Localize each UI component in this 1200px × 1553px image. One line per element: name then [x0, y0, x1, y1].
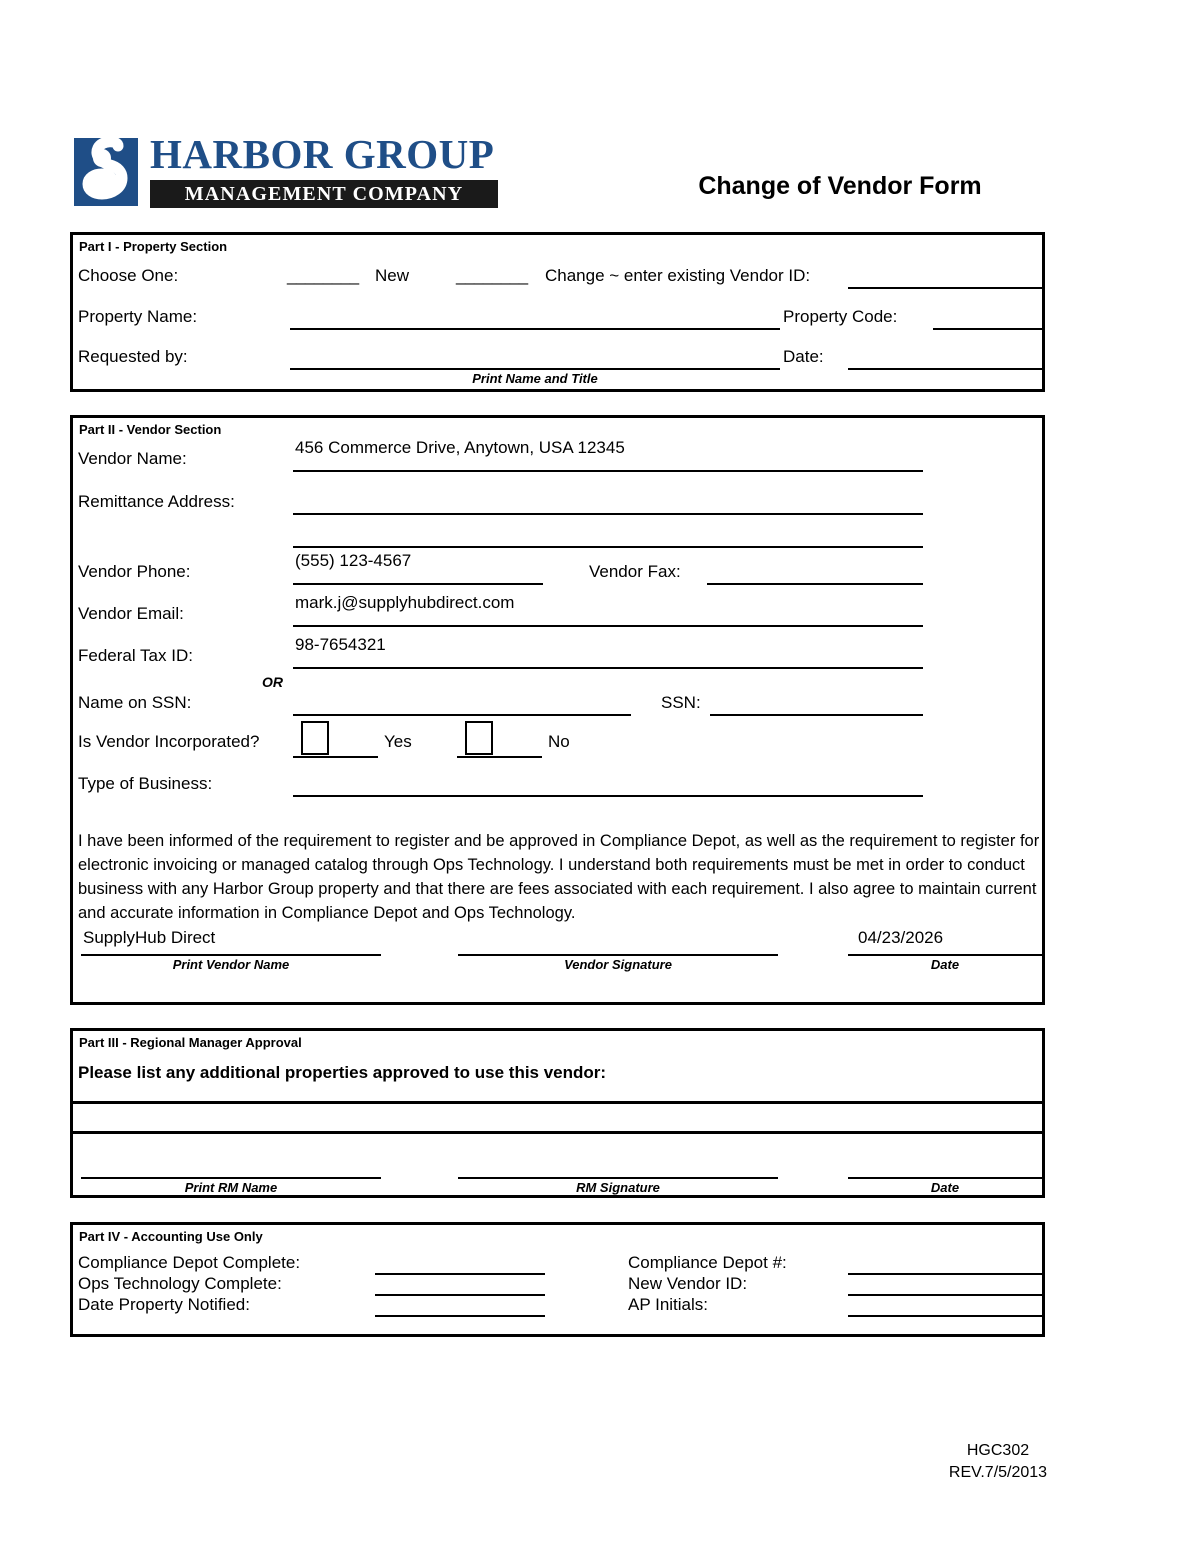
brand-name-secondary-bar — [150, 180, 498, 208]
remittance-address-line2-rule[interactable] — [293, 546, 923, 548]
rm-signature-caption: RM Signature — [576, 1180, 660, 1195]
ap-initials-label: AP Initials: — [628, 1295, 709, 1314]
print-rm-name-rule[interactable] — [81, 1177, 381, 1179]
print-rm-name-caption: Print RM Name — [184, 1180, 278, 1195]
requested-by-caption: Print Name and Title — [472, 371, 598, 386]
new-vendor-id-rule[interactable] — [848, 1294, 1042, 1296]
brand-name-secondary: MANAGEMENT COMPANY — [184, 183, 464, 205]
change-blank[interactable]: ________ — [456, 266, 528, 285]
part-2-vendor-section — [70, 415, 1045, 1005]
federal-tax-id-value[interactable]: 98-7654321 — [295, 635, 386, 654]
vendor-name-rule[interactable] — [293, 470, 923, 472]
part-4-accounting-use-only — [70, 1222, 1045, 1337]
form-header — [70, 128, 1060, 218]
name-on-ssn-label: Name on SSN: — [78, 693, 192, 712]
choose-one-label: Choose One: — [78, 266, 179, 285]
vendor-email-label: Vendor Email: — [78, 604, 184, 623]
property-code-label: Property Code: — [783, 307, 898, 326]
rm-date-rule[interactable] — [848, 1177, 1042, 1179]
part-2-heading: Part II - Vendor Section — [79, 422, 222, 437]
part-3-regional-manager-approval — [70, 1028, 1045, 1198]
no-checkbox[interactable] — [465, 721, 493, 755]
part-3-prompt: Please list any additional properties approved to use this vendor: — [78, 1063, 607, 1082]
form-footer — [900, 1440, 1096, 1484]
vendor-signature-rule[interactable] — [458, 954, 778, 956]
approved-property-divider-2 — [73, 1131, 1042, 1134]
print-vendor-name-value[interactable]: SupplyHub Direct — [83, 928, 216, 947]
new-label: New — [375, 266, 410, 285]
print-vendor-name-caption: Print Vendor Name — [172, 957, 290, 972]
federal-tax-id-rule[interactable] — [293, 667, 923, 669]
vendor-name-label: Vendor Name: — [78, 449, 187, 468]
no-checkbox-rule — [457, 756, 542, 758]
or-label: OR — [262, 674, 283, 690]
yes-checkbox[interactable] — [301, 721, 329, 755]
new-vendor-id-label: New Vendor ID: — [628, 1274, 748, 1293]
vendor-email-value[interactable]: mark.j@supplyhubdirect.com — [295, 593, 515, 612]
compliance-depot-complete-rule[interactable] — [375, 1273, 545, 1275]
requested-by-label: Requested by: — [78, 347, 188, 366]
ops-technology-complete-label: Ops Technology Complete: — [78, 1274, 282, 1293]
property-name-label: Property Name: — [78, 307, 198, 326]
part-4-heading: Part IV - Accounting Use Only — [79, 1229, 263, 1244]
acknowledgement-text: I have been informed of the requirement to register and be approved in Compliance Depot, as well as the requirement to register for electronic invoicing or managed catalog through Ops Technology. I understand both requirements must be met in order to conduct business with any Harbor Group property and that there are fees associated with each requirement. I also agree to maintain current and accurate information in Compliance Depot and Ops Technology. — [78, 832, 1040, 922]
change-label: Change ~ enter existing Vendor ID: — [545, 266, 811, 285]
form-revision: REV.7/5/2013 — [948, 1464, 1048, 1481]
property-name-rule[interactable] — [290, 328, 780, 330]
approved-property-divider-1 — [73, 1101, 1042, 1104]
ssn-label: SSN: — [661, 693, 701, 712]
page-title: Change of Vendor Form — [698, 172, 982, 200]
type-of-business-rule[interactable] — [293, 795, 923, 797]
is-vendor-incorporated-label: Is Vendor Incorporated? — [78, 732, 260, 751]
compliance-depot-number-label: Compliance Depot #: — [628, 1253, 787, 1272]
federal-tax-id-label: Federal Tax ID: — [78, 646, 193, 665]
ap-initials-rule[interactable] — [848, 1315, 1042, 1317]
ssn-rule[interactable] — [710, 714, 923, 716]
rm-date-caption: Date — [930, 1180, 960, 1195]
rm-signature-rule[interactable] — [458, 1177, 778, 1179]
type-of-business-label: Type of Business: — [78, 774, 213, 793]
harbor-group-logo — [70, 128, 510, 214]
new-blank[interactable]: ________ — [287, 266, 359, 285]
existing-vendor-id-rule[interactable] — [848, 287, 1042, 289]
vendor-email-rule[interactable] — [293, 625, 923, 627]
property-code-rule[interactable] — [933, 328, 1042, 330]
brand-name-primary: HARBOR GROUP — [150, 131, 495, 177]
vendor-signature-caption: Vendor Signature — [564, 957, 672, 972]
compliance-depot-number-rule[interactable] — [848, 1273, 1042, 1275]
ops-technology-complete-rule[interactable] — [375, 1294, 545, 1296]
remittance-address-label: Remittance Address: — [78, 492, 235, 511]
vendor-fax-label: Vendor Fax: — [589, 562, 681, 581]
requested-date-label: Date: — [783, 347, 824, 366]
no-label: No — [548, 732, 570, 751]
vendor-phone-value[interactable]: (555) 123-4567 — [295, 551, 412, 570]
part-3-heading: Part III - Regional Manager Approval — [79, 1035, 302, 1050]
vendor-name-value[interactable]: 456 Commerce Drive, Anytown, USA 12345 — [295, 438, 625, 457]
requested-date-rule[interactable] — [848, 368, 1042, 370]
vendor-date-caption: Date — [930, 957, 960, 972]
yes-label: Yes — [384, 732, 412, 751]
vendor-fax-rule[interactable] — [707, 583, 923, 585]
remittance-address-line1-rule[interactable] — [293, 513, 923, 515]
vendor-date-rule[interactable] — [848, 954, 1042, 956]
vendor-date-value[interactable]: 04/23/2026 — [858, 928, 944, 947]
requested-by-rule[interactable] — [290, 368, 780, 370]
compliance-depot-complete-label: Compliance Depot Complete: — [78, 1253, 301, 1272]
form-code: HGC302 — [966, 1442, 1030, 1459]
date-property-notified-rule[interactable] — [375, 1315, 545, 1317]
date-property-notified-label: Date Property Notified: — [78, 1295, 250, 1314]
harbor-group-hg-monogram-icon — [72, 136, 146, 208]
vendor-phone-label: Vendor Phone: — [78, 562, 191, 581]
part-1-heading: Part I - Property Section — [79, 239, 228, 254]
name-on-ssn-rule[interactable] — [293, 714, 631, 716]
print-vendor-name-rule[interactable] — [81, 954, 381, 956]
part-1-property-section — [70, 232, 1045, 392]
yes-checkbox-rule — [293, 756, 378, 758]
vendor-phone-rule[interactable] — [293, 583, 543, 585]
